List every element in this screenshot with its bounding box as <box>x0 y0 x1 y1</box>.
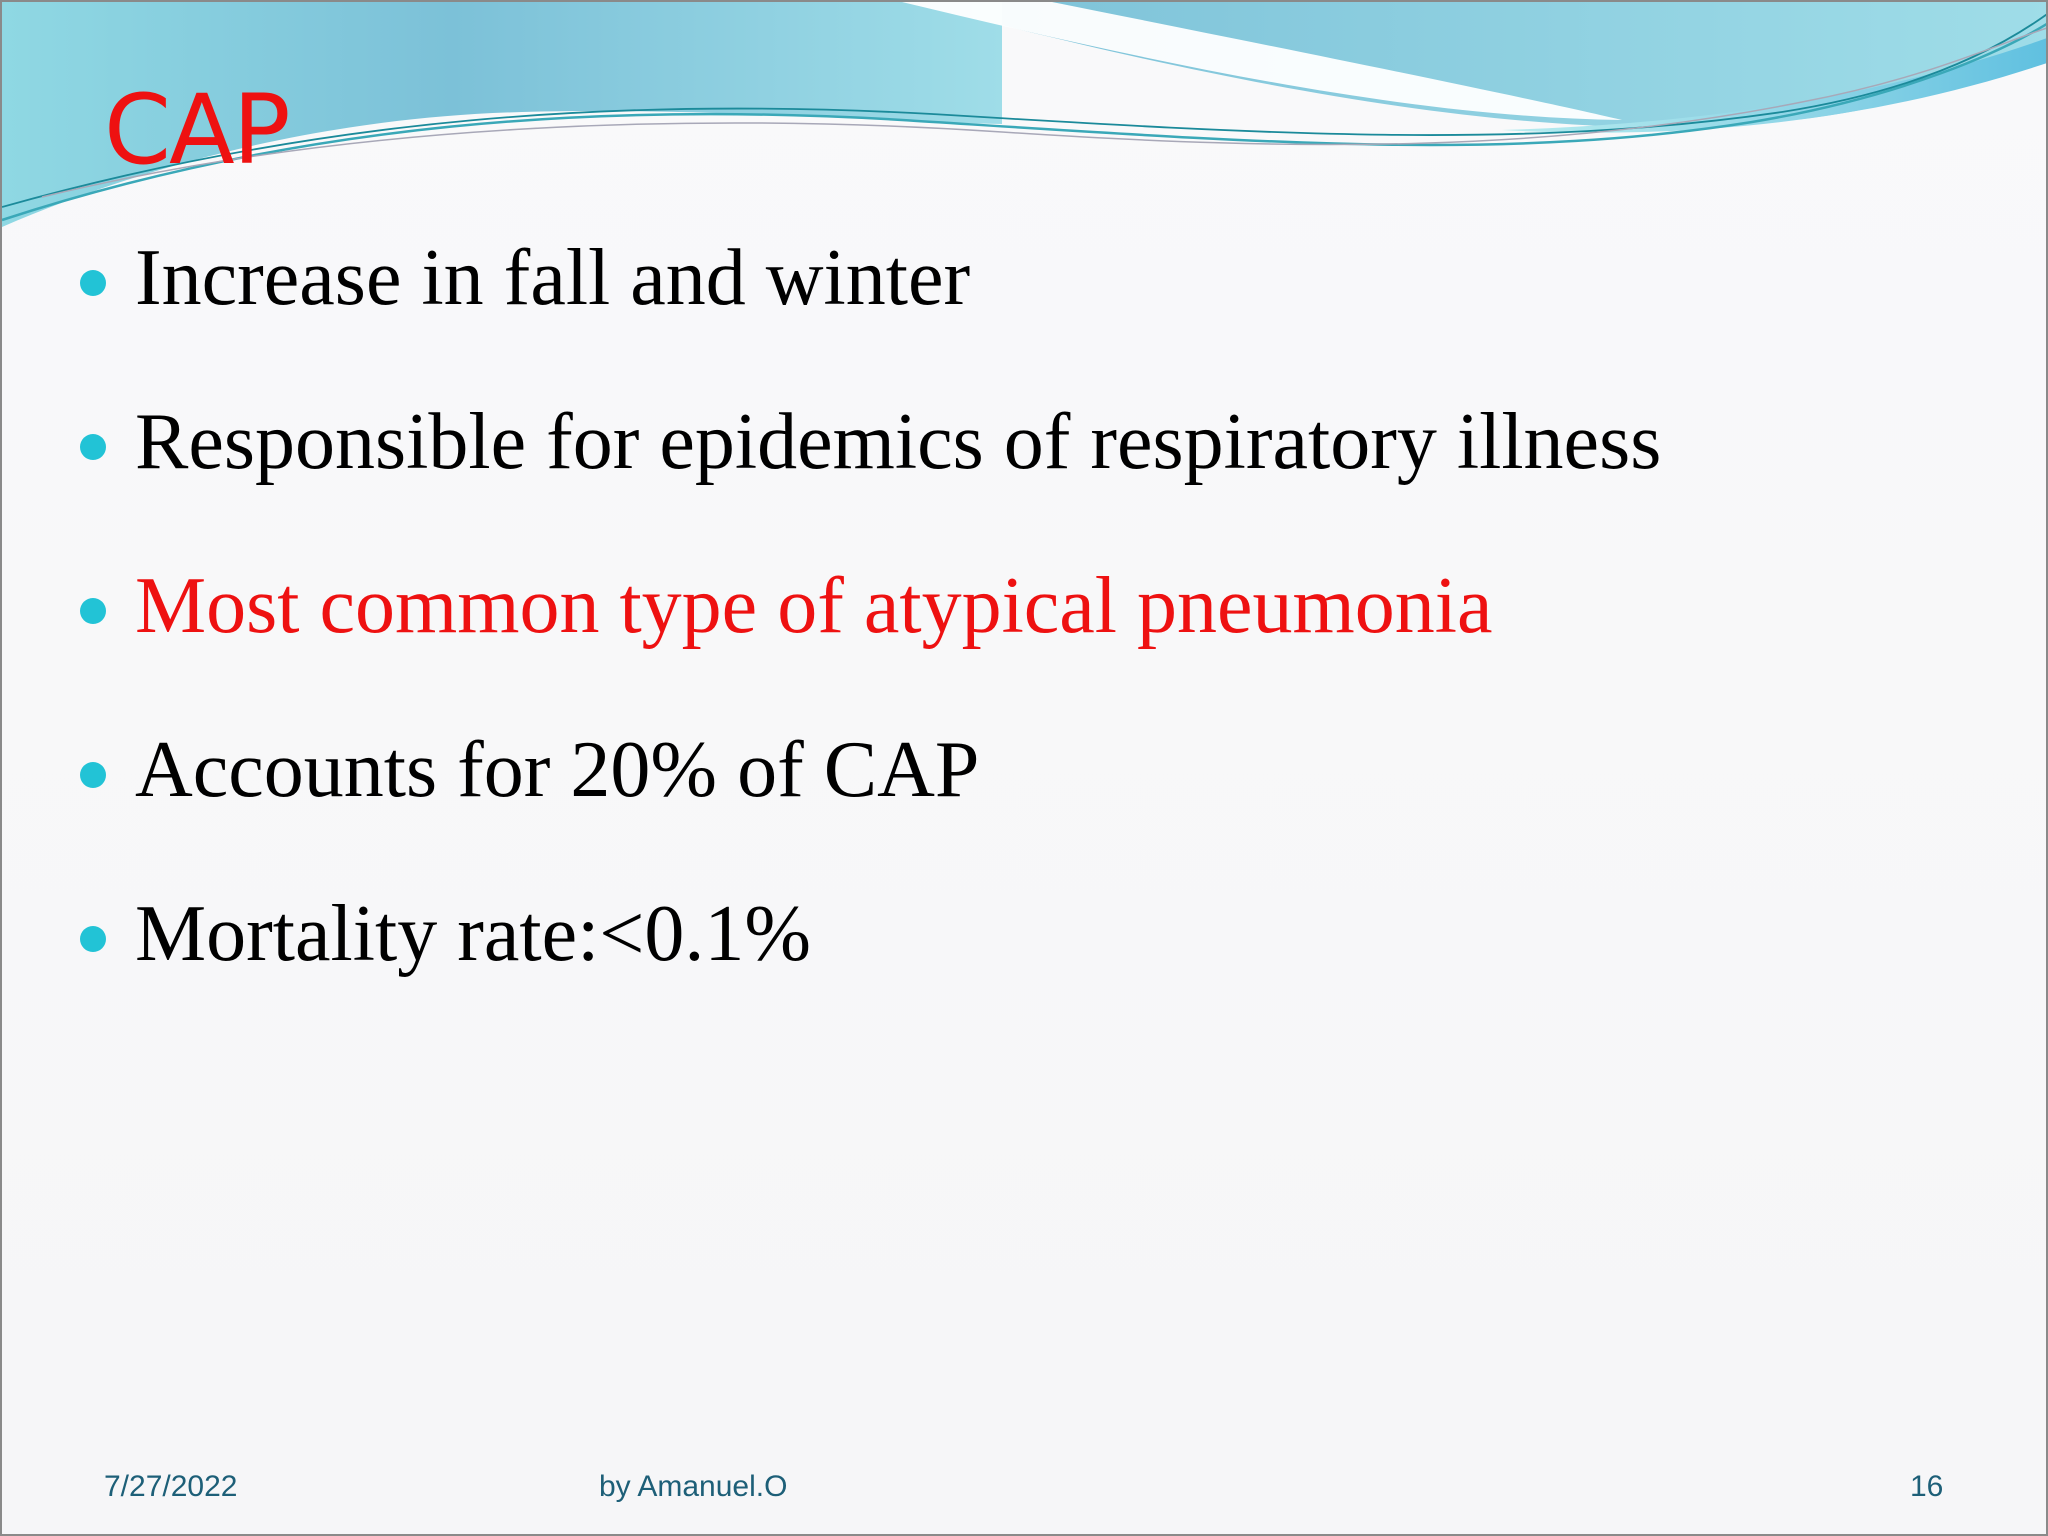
bullet-dot-icon <box>80 270 106 296</box>
bullet-text: Most common type of atypical pneumonia <box>135 562 1493 650</box>
list-item <box>80 398 1980 502</box>
bullet-list <box>2 2 2048 1536</box>
bullet-dot-icon <box>80 598 106 624</box>
list-item <box>80 726 1980 830</box>
bullet-dot-icon <box>80 762 106 788</box>
footer-date: 7/27/2022 <box>104 1470 238 1503</box>
list-item <box>80 234 1980 338</box>
bullet-text: Increase in fall and winter <box>135 234 971 322</box>
list-item <box>80 890 1980 994</box>
bullet-text: Mortality rate:<0.1% <box>135 890 812 978</box>
footer-author: by Amanuel.O <box>599 1470 788 1503</box>
bullet-dot-icon <box>80 926 106 952</box>
list-item <box>80 562 1980 666</box>
bullet-dot-icon <box>80 434 106 460</box>
bullet-text: Responsible for epidemics of respiratory illness <box>135 398 1662 486</box>
footer-page-number: 16 <box>1910 1470 1944 1503</box>
bullet-text: Accounts for 20% of CAP <box>135 726 980 814</box>
slide-title: CAP <box>104 74 289 186</box>
